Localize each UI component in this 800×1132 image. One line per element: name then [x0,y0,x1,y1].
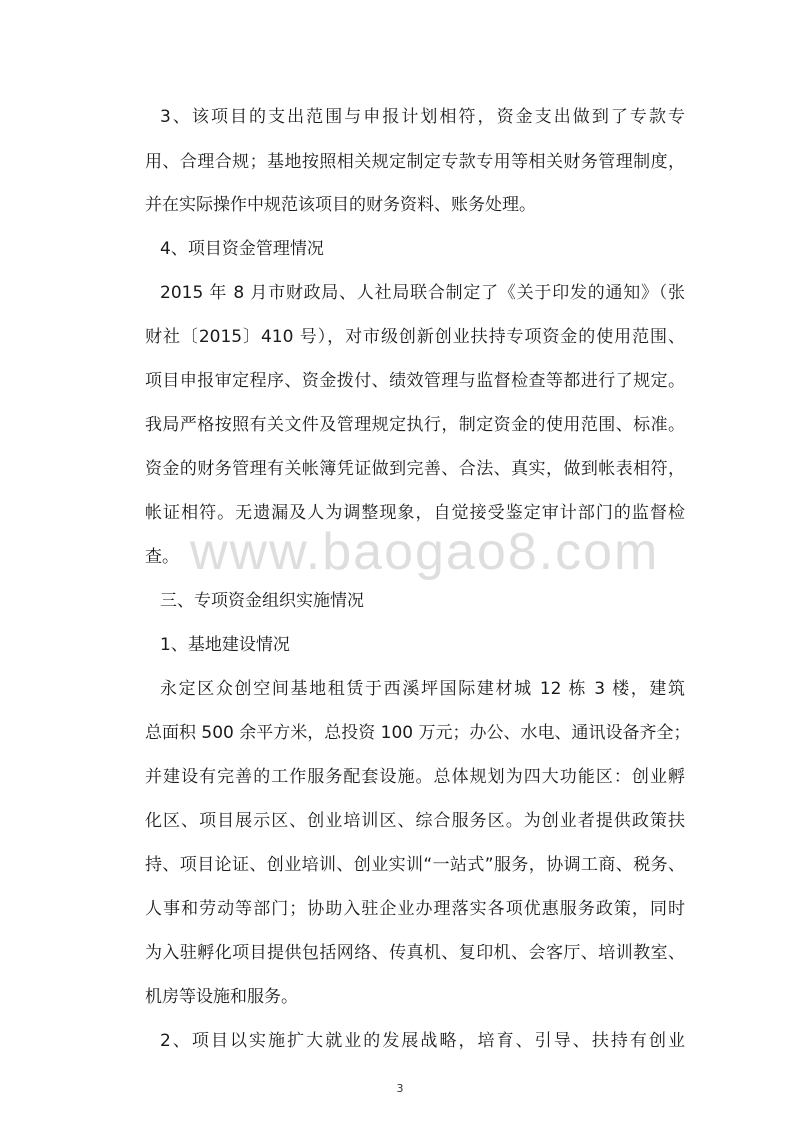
section-heading: 三、专项资金组织实施情况 [160,591,364,611]
paragraph-line: 为入驻孵化项目提供包括网络、传真机、复印机、会客厅、培训教室、 [145,943,685,963]
paragraph-line: 帐证相符。无遗漏及人为调整现象，自觉接受鉴定审计部门的监督检 [145,503,685,523]
paragraph-line: 机房等设施和服务。 [145,987,298,1007]
page-number: 3 [396,1082,404,1095]
paragraph-line: 财社〔2015〕410 号），对市级创新创业扶持专项资金的使用范围、 [145,327,685,347]
watermark: www.baogao8.com [190,523,660,581]
paragraph-line: 2、项目以实施扩大就业的发展战略，培育、引导、扶持有创业 [160,1031,685,1051]
paragraph-line: 3、该项目的支出范围与申报计划相符，资金支出做到了专款专 [160,107,685,127]
paragraph-line: 并在实际操作中规范该项目的财务资料、账务处理。 [145,195,536,215]
paragraph-line: 2015 年 8 月市财政局、人社局联合制定了《关于印发的通知》（张 [160,283,685,303]
paragraph-line: 资金的财务管理有关帐簿凭证做到完善、合法、真实，做到帐表相符， [145,459,685,479]
paragraph-line: 永定区众创空间基地租赁于西溪坪国际建材城 12 栋 3 楼，建筑 [160,679,685,699]
paragraph-line: 用、合理合规；基地按照相关规定制定专款专用等相关财务管理制度， [145,152,685,172]
paragraph-line: 人事和劳动等部门；协助入驻企业办理落实各项优惠服务政策，同时 [145,899,685,919]
paragraph-line: 化区、项目展示区、创业培训区、综合服务区。为创业者提供政策扶 [145,811,685,831]
paragraph-line: 我局严格按照有关文件及管理规定执行，制定资金的使用范围、标准。 [145,415,685,435]
section-heading: 1、基地建设情况 [160,635,290,655]
paragraph-line: 查。 [145,547,179,567]
paragraph-line: 项目申报审定程序、资金拨付、绩效管理与监督检查等都进行了规定。 [145,371,685,391]
section-heading: 4、项目资金管理情况 [160,239,324,259]
paragraph-line: 总面积 500 余平方米，总投资 100 万元；办公、水电、通讯设备齐全； [145,723,691,743]
paragraph-line: 持、项目论证、创业培训、创业实训“一站式”服务，协调工商、税务、 [145,855,685,875]
paragraph-line: 并建设有完善的工作服务配套设施。总体规划为四大功能区：创业孵 [145,767,685,787]
